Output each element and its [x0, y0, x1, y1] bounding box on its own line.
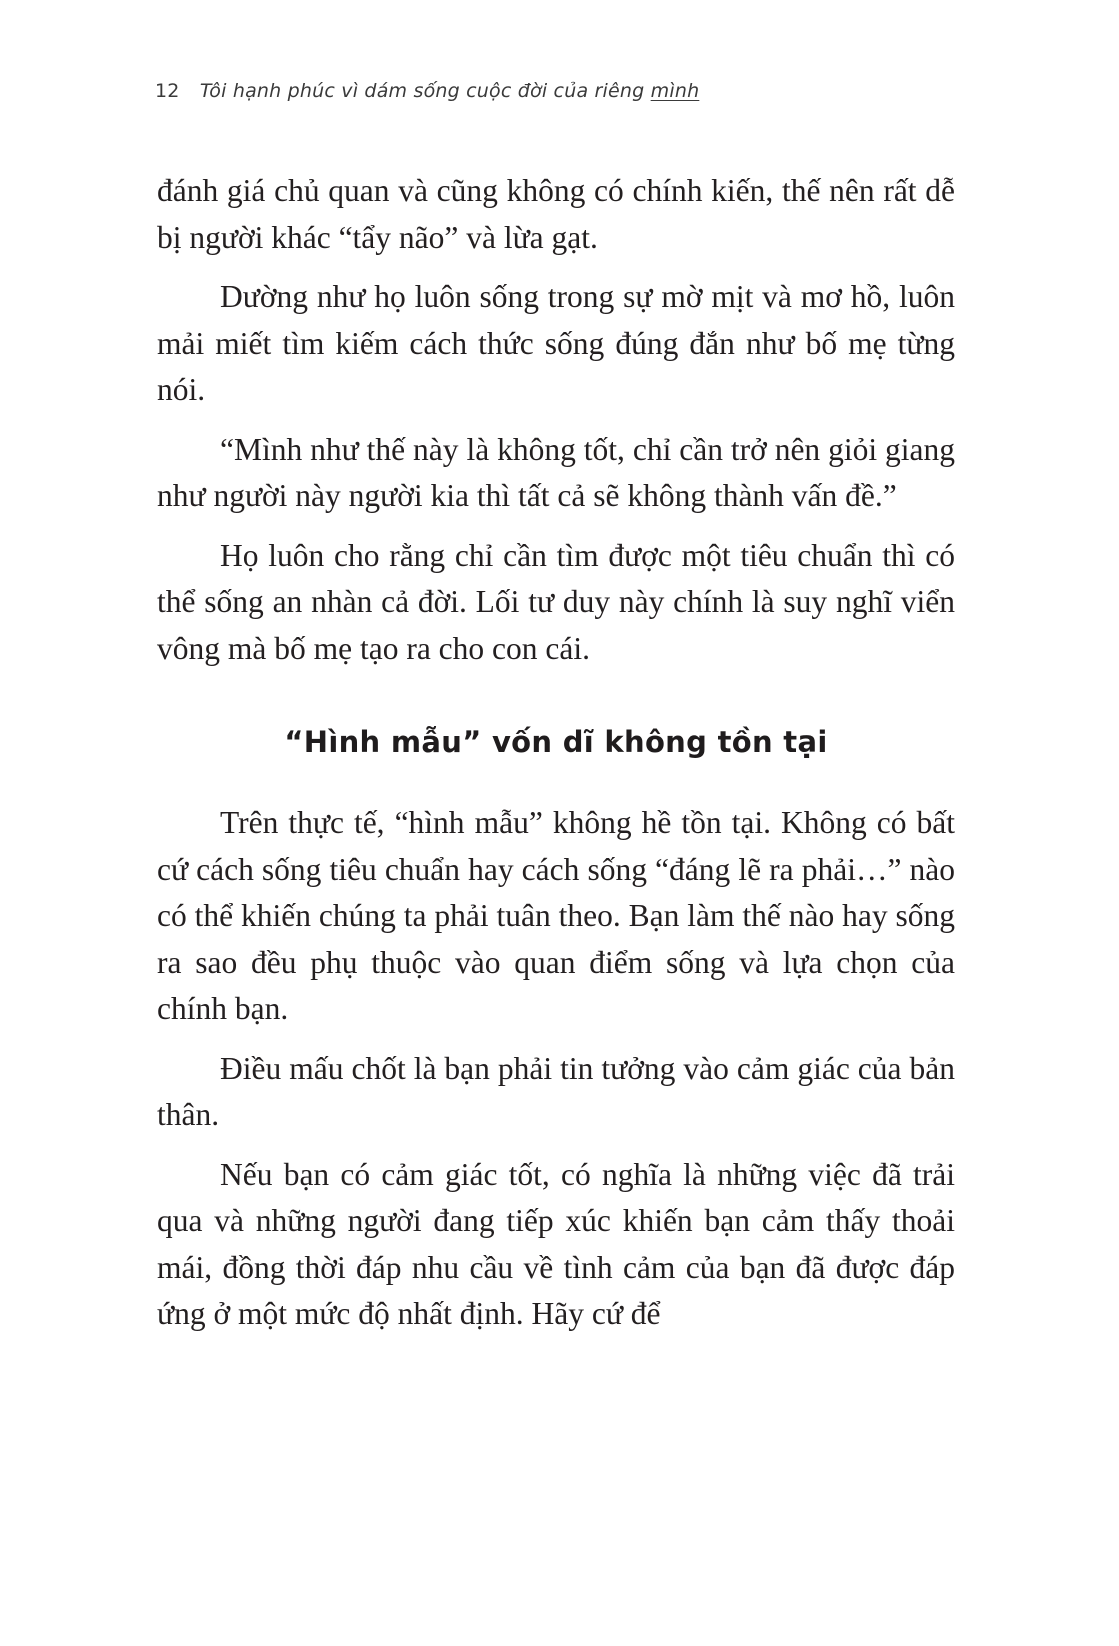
book-title-underlined-word: mình — [650, 80, 700, 102]
page-body — [157, 168, 955, 1351]
paragraph-continuation: đánh giá chủ quan và cũng không có chính kiến, thế nên rất dễ bị người khác “tẩy não” và lừa gạt. — [157, 173, 955, 255]
book-title: Tôi hạnh phúc vì dám sống cuộc đời của riêng — [199, 80, 645, 102]
paragraph: Dường như họ luôn sống trong sự mờ mịt và mơ hồ, luôn mải miết tìm kiếm cách thức sống đúng đắn như bố mẹ từng nói. — [157, 279, 955, 407]
paragraph: Điều mấu chốt là bạn phải tin tưởng vào cảm giác của bản thân. — [157, 1050, 955, 1132]
page-number: 12 — [155, 80, 180, 102]
paragraph: Họ luôn cho rằng chỉ cần tìm được một tiêu chuẩn thì có thể sống an nhàn cả đời. Lối tư duy này chính là suy nghĩ viển vông mà bố mẹ tạo ra cho con cái. — [157, 537, 955, 666]
running-header — [155, 80, 699, 102]
section-heading: “Hình mẫu” vốn dĩ không tồn tại — [284, 725, 828, 759]
paragraph-truncated: Nếu bạn có cảm giác tốt, có nghĩa là những việc đã trải qua và những người đang tiếp xúc khiến bạn cảm thấy thoải mái, đồng thời đáp nhu cầu về tình cảm của bạn đã được đáp ứng ở một mức độ nhất định. Hãy cứ để — [157, 1156, 955, 1331]
paragraph: Trên thực tế, “hình mẫu” không hề tồn tại. Không có bất cứ cách sống tiêu chuẩn hay cách sống “đáng lẽ ra phải…” nào có thể khiến chúng ta phải tuân theo. Bạn làm thế nào hay sống ra sao đều phụ thuộc vào quan điểm sống và lựa chọn của chính bạn. — [157, 805, 955, 1026]
paragraph-quote: “Mình như thế này là không tốt, chỉ cần trở nên giỏi giang như người này người kia thì tất cả sẽ không thành vấn đề.” — [157, 431, 955, 513]
